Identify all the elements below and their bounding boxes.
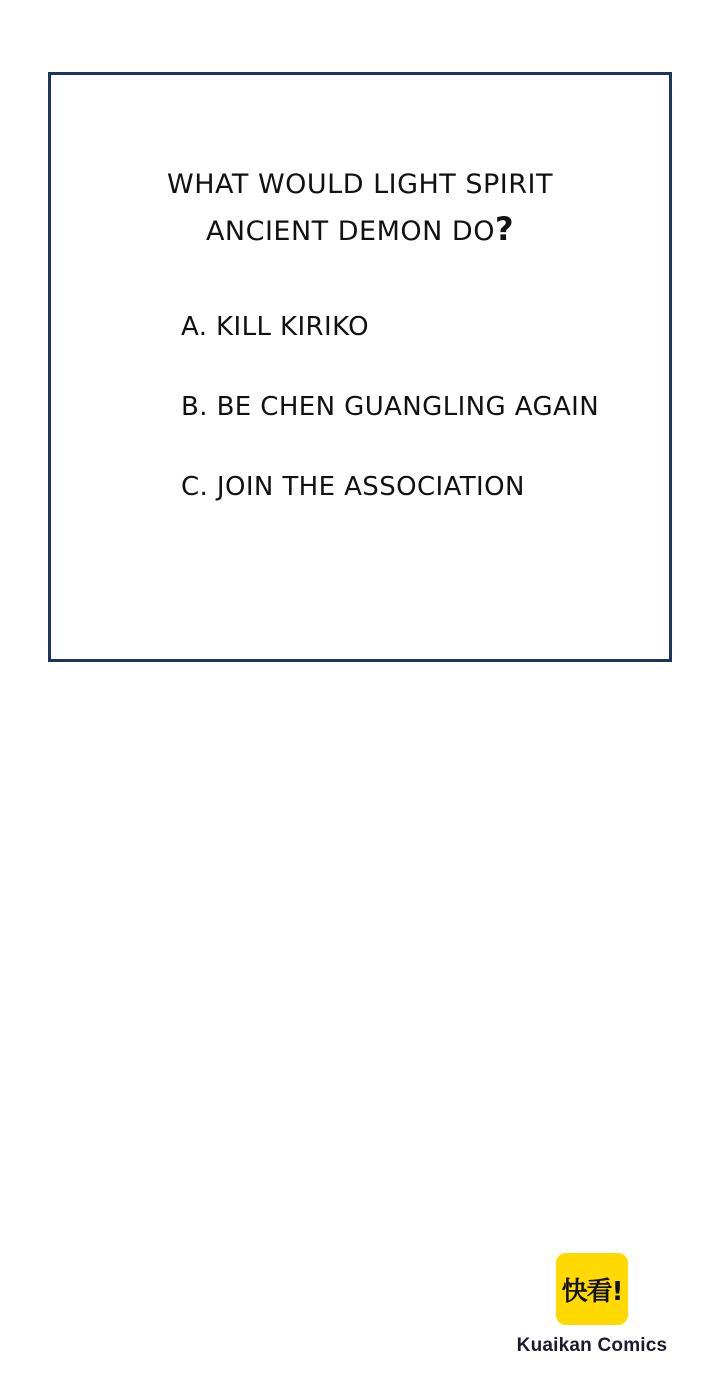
question-line-2: ANCIENT DEMON DO: [205, 216, 495, 247]
kuaikan-logo-icon: [556, 1253, 628, 1325]
question-title: [51, 163, 669, 254]
brand-footer: [492, 1253, 692, 1357]
option-a[interactable]: A. KILL KIRIKO: [181, 312, 369, 342]
kuaikan-logo-glyphs: 快看!: [561, 1276, 623, 1307]
brand-name: Kuaikan Comics: [516, 1335, 668, 1356]
options-list: [181, 307, 629, 507]
option-c[interactable]: C. JOIN THE ASSOCIATION: [181, 472, 525, 502]
question-panel: [48, 72, 672, 662]
option-b[interactable]: B. BE CHEN GUANGLING AGAIN: [181, 392, 600, 422]
question-mark: ?: [494, 210, 515, 248]
question-line-1: WHAT WOULD LIGHT SPIRIT: [167, 169, 553, 200]
